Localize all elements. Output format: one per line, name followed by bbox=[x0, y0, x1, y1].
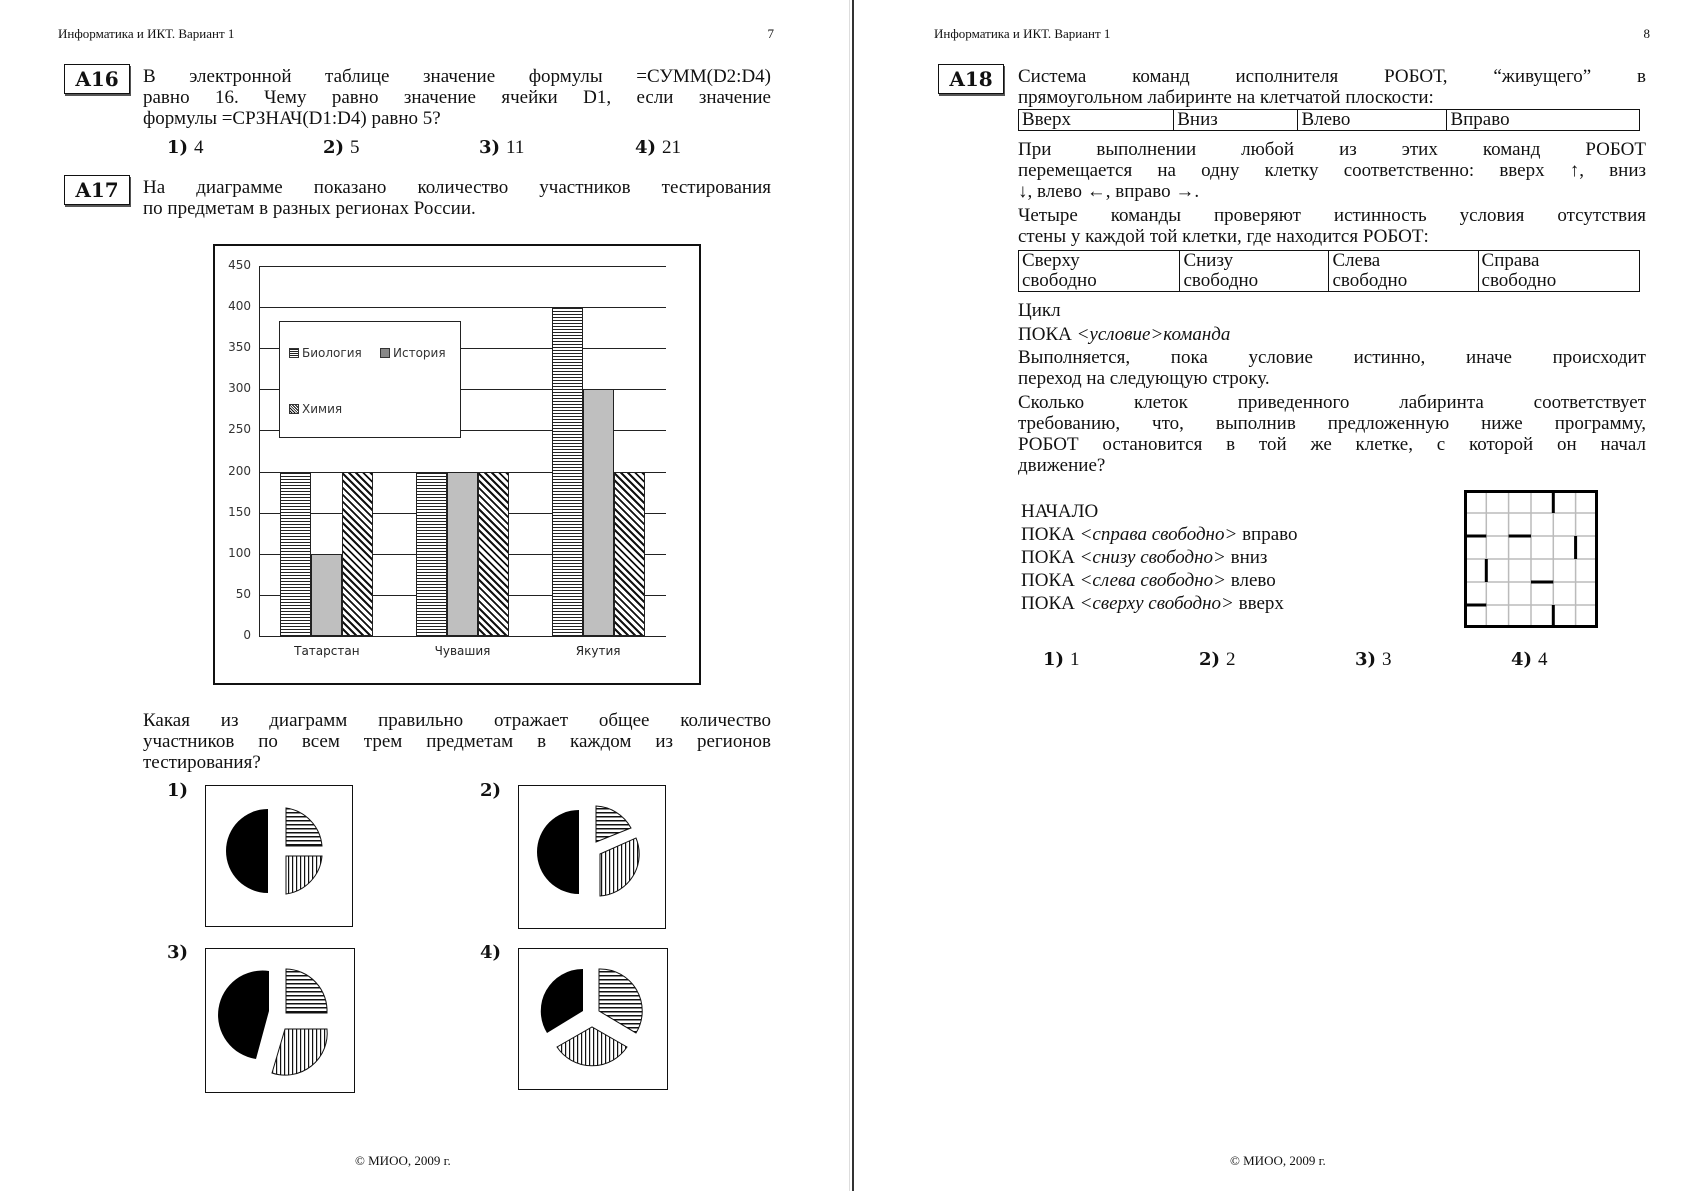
cell-line: свободно bbox=[1332, 270, 1408, 291]
answer-option[interactable] bbox=[479, 137, 635, 159]
question-a16-text bbox=[143, 66, 771, 129]
answer-number: 1) bbox=[1043, 649, 1065, 670]
text-line: по предметам в разных регионах России. bbox=[143, 198, 476, 219]
condition: <сверху свободно> bbox=[1079, 593, 1234, 614]
keyword: ПОКА bbox=[1021, 593, 1075, 614]
bar-chem bbox=[342, 472, 373, 636]
gridline bbox=[259, 307, 666, 308]
command: влево bbox=[1230, 570, 1276, 591]
keyword: ПОКА bbox=[1021, 570, 1075, 591]
text-line: Сколько клеток приведенного лабиринта соответствует bbox=[1018, 392, 1646, 413]
bar-bio bbox=[280, 472, 311, 636]
text-line: тестирования? bbox=[143, 752, 261, 773]
y-tick-label: 350 bbox=[228, 340, 251, 355]
pie-option-number: 2) bbox=[480, 780, 502, 801]
answer-number: 4) bbox=[1511, 649, 1533, 670]
pie-option-number: 4) bbox=[480, 942, 502, 963]
y-tick-label: 100 bbox=[228, 545, 251, 560]
page-divider bbox=[852, 0, 854, 1191]
check-commands-table bbox=[1018, 250, 1640, 292]
table-cell bbox=[1478, 251, 1639, 292]
text-line: РОБОТ остановится в той же клетке, с которой он начал bbox=[1018, 434, 1646, 455]
answer-number: 2) bbox=[323, 137, 345, 158]
legend-label: История bbox=[393, 346, 446, 360]
move-commands-table bbox=[1018, 109, 1640, 131]
answer-value: 3 bbox=[1382, 649, 1392, 670]
legend-swatch-horizontal-lines-icon bbox=[289, 348, 299, 358]
program-listing bbox=[1021, 500, 1297, 615]
bar-chem bbox=[478, 472, 509, 636]
pie-option-4[interactable] bbox=[518, 948, 668, 1090]
legend-swatch-gray-icon bbox=[380, 348, 390, 358]
text-line: движение? bbox=[1018, 455, 1106, 476]
condition: <снизу свободно> bbox=[1079, 547, 1226, 568]
text-line: ↓, влево ←, вправо →. bbox=[1018, 181, 1200, 202]
pie-option-3[interactable] bbox=[205, 948, 355, 1093]
page-header-title: Информатика и ИКТ. Вариант 1 bbox=[58, 26, 235, 41]
bar-bio bbox=[416, 472, 447, 636]
y-tick-label: 150 bbox=[228, 504, 251, 519]
answer-value: 2 bbox=[1226, 649, 1236, 670]
check-description bbox=[1018, 205, 1646, 247]
program-line bbox=[1021, 569, 1297, 592]
answer-number: 3) bbox=[1355, 649, 1377, 670]
page-divider-shadow bbox=[849, 0, 850, 1191]
answer-value: 21 bbox=[662, 137, 682, 158]
cell-line: Слева bbox=[1332, 250, 1381, 271]
text-line: прямоугольном лабиринте на клетчатой плоскости: bbox=[1018, 87, 1434, 108]
program-line bbox=[1021, 592, 1297, 615]
text-line: равно 16. Чему равно значение ячейки D1, если значение bbox=[143, 87, 771, 108]
cell-line: Снизу bbox=[1183, 250, 1234, 271]
pie-chart-icon bbox=[519, 949, 667, 1089]
answer-option[interactable] bbox=[1511, 649, 1548, 671]
x-category-label: Чувашия bbox=[434, 644, 491, 658]
loop-title bbox=[1018, 300, 1646, 321]
pie-chart-icon bbox=[206, 949, 354, 1092]
text-line: участников по всем трем предметам в каждом из регионов bbox=[143, 731, 771, 752]
command: вверх bbox=[1238, 593, 1284, 614]
maze-grid bbox=[1464, 490, 1598, 628]
move-description bbox=[1018, 139, 1646, 202]
text-line: перемещается на одну клетку соответственно: вверх ↑, вниз bbox=[1018, 160, 1646, 181]
table-cell bbox=[1329, 251, 1478, 292]
text-line: стены у каждой той клетки, где находится РОБОТ: bbox=[1018, 226, 1429, 247]
answer-value: 4 bbox=[194, 137, 204, 158]
syntax: <условие>команда bbox=[1076, 324, 1231, 345]
answer-number: 2) bbox=[1199, 649, 1221, 670]
loop-syntax bbox=[1018, 324, 1646, 345]
table-cell: Вверх bbox=[1019, 110, 1174, 131]
cell-line: свободно bbox=[1481, 270, 1557, 291]
table-cell: Вправо bbox=[1447, 110, 1640, 131]
pie-chart-icon bbox=[519, 786, 665, 928]
pie-option-number: 1) bbox=[167, 780, 189, 801]
answer-number: 1) bbox=[167, 137, 189, 158]
loop-description bbox=[1018, 347, 1646, 389]
legend-label: Химия bbox=[302, 402, 343, 416]
chart-legend bbox=[279, 321, 461, 438]
pie-option-number: 3) bbox=[167, 942, 189, 963]
question-label-a18: A18 bbox=[938, 64, 1004, 94]
page-number: 8 bbox=[1643, 26, 1650, 41]
question-label-a16: A16 bbox=[64, 64, 130, 94]
condition: <слева свободно> bbox=[1079, 570, 1226, 591]
table-cell bbox=[1019, 251, 1180, 292]
command: вправо bbox=[1242, 524, 1298, 545]
y-tick-label: 400 bbox=[228, 299, 251, 314]
bar-hist bbox=[447, 472, 478, 636]
text-line: формулы =СРЗНАЧ(D1:D4) равно 5? bbox=[143, 108, 441, 129]
question-label-a17: A17 bbox=[64, 175, 130, 205]
page-footer: © МИОО, 2009 г. bbox=[1230, 1153, 1326, 1168]
y-tick-label: 300 bbox=[228, 381, 251, 396]
pie-option-1[interactable] bbox=[205, 785, 353, 927]
text-line: В электронной таблице значение формулы =СУММ(D2:D4) bbox=[143, 66, 771, 87]
program-start: НАЧАЛО bbox=[1021, 501, 1099, 522]
question-a17-prompt bbox=[143, 710, 771, 773]
answer-option[interactable] bbox=[635, 137, 681, 159]
keyword: ПОКА bbox=[1021, 524, 1075, 545]
gridline bbox=[259, 636, 666, 637]
bar-bio bbox=[552, 307, 583, 636]
gridline bbox=[259, 266, 666, 267]
legend-item-biology bbox=[289, 346, 362, 360]
question-a17-text bbox=[143, 177, 771, 219]
text-line: Система команд исполнителя РОБОТ, “живущего” в bbox=[1018, 66, 1646, 87]
text-line: При выполнении любой из этих команд РОБОТ bbox=[1018, 139, 1646, 160]
keyword: ПОКА bbox=[1018, 324, 1072, 345]
text-line: Выполняется, пока условие истинно, иначе происходит bbox=[1018, 347, 1646, 368]
command: вниз bbox=[1230, 547, 1268, 568]
table-cell: Вниз bbox=[1174, 110, 1298, 131]
page-footer: © МИОО, 2009 г. bbox=[355, 1153, 451, 1168]
text-line: На диаграмме показано количество участников тестирования bbox=[143, 177, 771, 198]
answer-number: 4) bbox=[635, 137, 657, 158]
y-tick-label: 450 bbox=[228, 258, 251, 272]
table-cell bbox=[1180, 251, 1329, 292]
answer-option[interactable] bbox=[167, 137, 323, 159]
pie-option-2[interactable] bbox=[518, 785, 666, 929]
text-line: Какая из диаграмм правильно отражает общее количество bbox=[143, 710, 771, 731]
cell-line: свободно bbox=[1022, 270, 1097, 291]
keyword: ПОКА bbox=[1021, 547, 1075, 568]
answer-option[interactable] bbox=[1043, 649, 1199, 671]
y-tick-label: 0 bbox=[243, 628, 251, 642]
bar-hist bbox=[311, 554, 342, 636]
answers-a16 bbox=[167, 137, 681, 159]
answer-option[interactable] bbox=[323, 137, 479, 159]
answer-value: 11 bbox=[506, 137, 525, 158]
cell-line: Справа bbox=[1481, 250, 1540, 271]
y-tick-label: 200 bbox=[228, 463, 251, 478]
text-line: переход на следующую строку. bbox=[1018, 368, 1270, 389]
y-tick-label: 50 bbox=[235, 586, 251, 601]
program-line bbox=[1021, 546, 1297, 569]
page-header-title: Информатика и ИКТ. Вариант 1 bbox=[934, 26, 1111, 41]
program-line bbox=[1021, 523, 1297, 546]
maze-icon bbox=[1464, 490, 1598, 628]
pie-chart-icon bbox=[206, 786, 352, 926]
legend-item-chemistry bbox=[289, 402, 342, 416]
answer-option[interactable] bbox=[1355, 649, 1511, 671]
condition: <справа свободно> bbox=[1079, 524, 1238, 545]
question-a18-prompt bbox=[1018, 392, 1646, 476]
legend-swatch-diagonal-lines-icon bbox=[289, 404, 299, 414]
answer-value: 5 bbox=[350, 137, 360, 158]
answer-option[interactable] bbox=[1199, 649, 1355, 671]
answer-number: 3) bbox=[479, 137, 501, 158]
legend-label: Биология bbox=[302, 346, 362, 360]
text-line: требованию, что, выполнив предложенную ниже программу, bbox=[1018, 413, 1646, 434]
question-a18-intro bbox=[1018, 66, 1646, 108]
table-cell: Влево bbox=[1298, 110, 1447, 131]
bar-hist bbox=[583, 389, 614, 636]
cell-line: Сверху bbox=[1022, 250, 1080, 271]
page-number: 7 bbox=[767, 26, 774, 41]
bar-chem bbox=[614, 472, 645, 636]
text-line: Четыре команды проверяют истинность условия отсутствия bbox=[1018, 205, 1646, 226]
x-category-label: Якутия bbox=[575, 644, 621, 658]
answers-a18 bbox=[1043, 649, 1548, 671]
x-category-label: Татарстан bbox=[294, 644, 360, 658]
answer-value: 4 bbox=[1538, 649, 1548, 670]
cell-line: свободно bbox=[1183, 270, 1259, 291]
legend-item-history bbox=[380, 346, 446, 360]
text-line: Цикл bbox=[1018, 300, 1061, 321]
y-tick-label: 250 bbox=[228, 422, 251, 437]
page-7 bbox=[0, 0, 852, 1191]
answer-value: 1 bbox=[1070, 649, 1080, 670]
y-axis bbox=[259, 266, 260, 636]
